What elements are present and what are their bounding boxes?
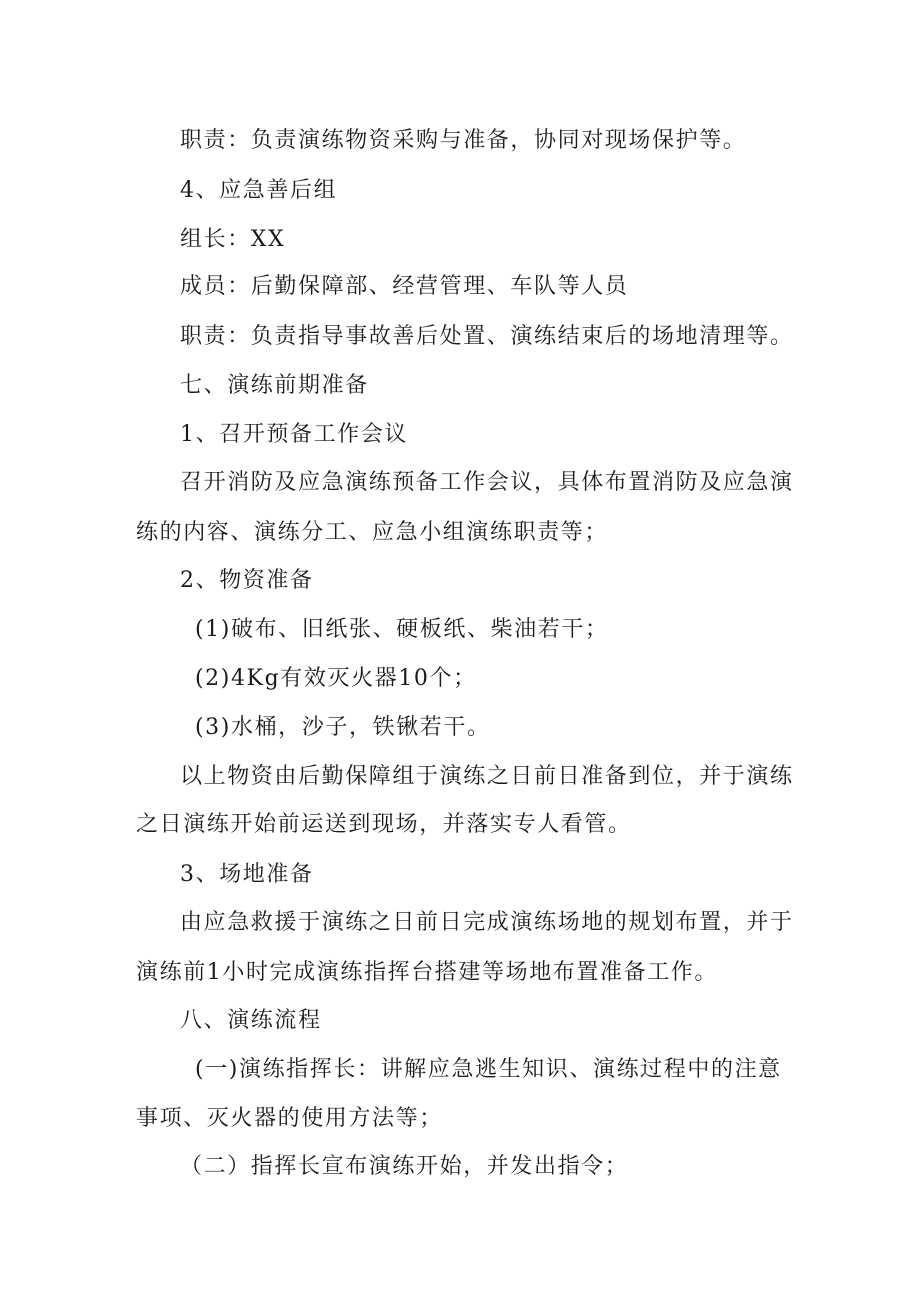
- paragraph-line: 演练前1小时完成演练指挥台搭建等场地布置准备工作。: [136, 960, 718, 985]
- paragraph-line: 职责：负责演练物资采购与准备，协同对现场保护等。: [180, 128, 747, 153]
- list-item: (1)破布、旧纸张、硬板纸、柴油若干；: [195, 617, 609, 642]
- section-heading: 4、应急善后组: [180, 178, 338, 203]
- section-heading: 3、场地准备: [180, 862, 314, 887]
- paragraph-line: 由应急救援于演练之日前日完成演练场地的规划布置，并于: [180, 910, 794, 935]
- paragraph-line: 成员：后勤保障部、经营管理、车队等人员: [180, 274, 629, 299]
- paragraph-line: 之日演练开始前运送到现场，并落实专人看管。: [136, 812, 632, 837]
- paragraph-line: 以上物资由后勤保障组于演练之日前日准备到位，并于演练: [180, 764, 794, 789]
- section-heading: 八、演练流程: [180, 1008, 322, 1033]
- list-item: (3)水桶，沙子，铁锹若干。: [195, 715, 491, 740]
- section-heading: 七、演练前期准备: [180, 373, 369, 398]
- list-item: (2)4Kg有效灭火器10个；: [195, 666, 477, 691]
- list-item: (一)演练指挥长：讲解应急逃生知识、演练过程中的注意: [195, 1057, 782, 1082]
- paragraph-line: 事项、灭火器的使用方法等；: [136, 1106, 443, 1131]
- section-heading: 2、物资准备: [180, 568, 314, 593]
- paragraph-line: 组长：XX: [180, 227, 286, 252]
- paragraph-line: 职责：负责指导事故善后处置、演练结束后的场地清理等。: [180, 324, 794, 349]
- section-heading: 1、召开预备工作会议: [180, 422, 408, 447]
- paragraph-line: 召开消防及应急演练预备工作会议，具体布置消防及应急演: [180, 470, 794, 495]
- paragraph-line: 练的内容、演练分工、应急小组演练职责等；: [136, 520, 609, 545]
- list-item: （二）指挥长宣布演练开始，并发出指令；: [180, 1154, 629, 1179]
